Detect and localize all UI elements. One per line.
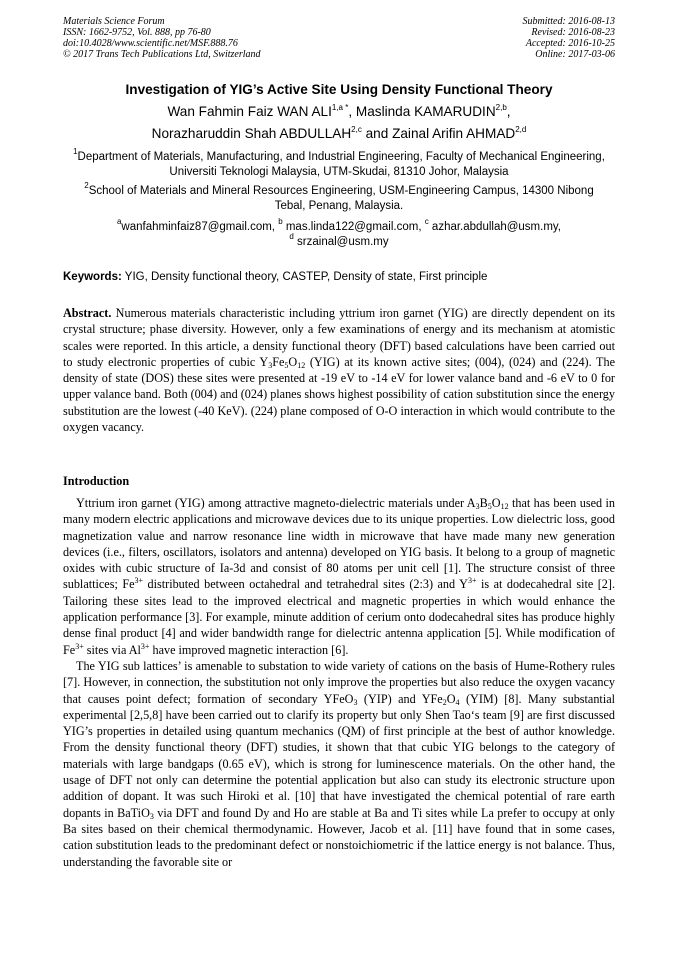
author-name: Maslinda KAMARUDIN [355,104,496,119]
email-mark: d [289,232,294,241]
paragraph [63,658,615,870]
section-heading: Introduction [63,474,130,488]
subscript: 5 [487,502,492,511]
submitted-date: Submitted: 2016-08-13 [522,16,615,27]
email-mark: c [424,217,429,226]
superscript: 3+ [140,641,150,651]
subscript: 3 [268,360,273,370]
affiliation-mark: 2 [84,181,89,190]
author-separator: , [348,104,356,119]
abstract-text: O [288,354,298,369]
paragraph-text: distributed between octahedral and tetrahedral sites (2:3) and Y [143,577,468,592]
paragraph-text: sites via Al [83,642,141,657]
subscript: 12 [297,360,306,370]
author-affiliation-mark: 2,c [351,125,362,134]
issn-line: ISSN: 1662-9752, Vol. 888, pp 76-80 [63,27,211,38]
publication-dates [523,16,616,60]
paragraph-text: is at dodecahedral site [2]. Tailoring these sites lead to the improved electrical and magnetic properties in which would enhance the application performance [3]. For example, minute addition of cerium onto dodecahedral sites has produce highly dense final product [4] and wider bandwidth range for dielectric antenna application [5]. While modification of Fe [63,577,615,657]
author-emails [72,217,606,250]
email-address: wanfahminfaiz87@gmail.com, [121,221,279,233]
paragraph-text: (YIM) [8]. Many substantial experimental [2,5,8] have been carried out to clarify its property but only Shen Tao‘s team [9] are first discussed YIG’s properties in detailed using quantum mechanics (QM) of first principle at the best of author knowledge. From the density functional theory (DFT) studies, it shown that that cubic YIG belongs to the category of materials with large bandgaps (0.65 eV), which is strong for luminescence materials. On the other hand, the usage of DFT not only can determine the potential application but also can study its electronic structure upon addition of dopant. It was such Hiroki et al. [10] that have investigated the chemical potential of rare earth dopants in BaTiO [63,691,615,820]
paragraph-text: that has been used in many modern electric applications and microwave devices due to its unique properties. Low dielectric loss, good magnetization value and narrow resonance line width in microwave that have made many new generation devices (i.e., filters, oscillators, isolators and antenna) developed on YIG basis. It belong to a group of magnetic oxides with cubic structure of Ia-3d and consist of 80 atoms per unit cell [1]. The structure consist of three sublattices; Fe [63,496,615,592]
paragraph-text: (YIP) and YFe [357,691,443,706]
keywords [63,270,615,285]
subscript: 2 [442,697,447,707]
author-name: Norazharuddin Shah ABDULLAH [151,126,352,141]
superscript: 3+ [134,576,144,586]
subscript: 3 [475,502,480,511]
keywords-label: Keywords: [63,271,122,283]
subscript: 12 [500,502,509,511]
abstract-text: Fe [272,354,285,369]
paragraph [63,495,615,658]
journal-name: Materials Science Forum [63,16,165,27]
accepted-date: Accepted: 2016-10-25 [525,38,615,49]
abstract-text: (YIG) at its known active sites; (004), (024) and (224). The density of state (DOS) these sites were presented at -19 eV to -14 eV for lower valance band and -6 eV to 0 for upper valance band. Both (004) and (024) planes shows highest possibility of cation substitution since the energy substitution are the lowest (-40 KeV). (224) plane composed of O-O interaction in which would contribute to the oxygen vacancy. [63,354,615,435]
paragraph-text: O [446,691,456,706]
author-separator: , [506,104,511,119]
superscript: 3+ [467,576,477,586]
abstract [63,305,615,435]
abstract-text: Numerous materials characteristic including yttrium iron garnet (YIG) are directly dependent on its crystal structure; phase diversity. However, only a few examinations of energy and its mechanism at atomistic scales were reported. In this article, a density functional theory (DFT) based calculations have been carried out to study electronic properties of cubic Y [63,306,615,369]
revised-date: Revised: 2016-08-23 [531,27,615,38]
paper-title: Investigation of YIG’s Active Site Using Density Functional Theory [125,82,553,97]
paragraph-text: B [479,496,488,510]
author-list [40,101,638,145]
doi-line: doi:10.4028/www.scientific.net/MSF.888.76 [63,38,238,49]
email-address: mas.linda122@gmail.com, [282,221,425,233]
subscript: 3 [149,811,154,821]
journal-info [63,16,261,60]
superscript: 3+ [75,641,84,651]
affiliation-mark: 1 [73,147,78,156]
author-separator: and [361,126,393,141]
author-affiliation-mark: 1,a * [331,103,349,112]
subscript: 3 [353,697,358,707]
affiliation-2 [72,181,606,214]
affiliation-text: School of Materials and Mineral Resources Engineering, USM-Engineering Campus, 14300 Nibong Tebal, Penang, Malaysia. [88,185,594,212]
author-affiliation-mark: 2,d [515,125,527,134]
email-mark: a [116,217,122,226]
email-address: srzainal@usm.my [293,236,389,248]
subscript: 5 [284,360,289,370]
email-mark: b [278,217,283,226]
copyright-line: © 2017 Trans Tech Publications Ltd, Switzerland [63,49,261,60]
author-name: Zainal Arifin AHMAD [392,126,516,141]
affiliation-1 [72,147,606,180]
paragraph-text: The YIG sub lattices’ is amenable to substation to wide variety of cations on the basis of Hume-Rothery rules [7]. However, in connection, the substitution not only improve the properties but also reduce the oxygen vacancy that causes point defect; formation of secondary YFeO [63,658,615,706]
keywords-text: YIG, Density functional theory, CASTEP, Density of state, First principle [121,271,488,283]
introduction-section [63,495,615,870]
paragraph-text: O [491,496,501,510]
online-date: Online: 2017-03-06 [535,49,615,60]
paragraph-text: Yttrium iron garnet (YIG) among attractive magneto-dielectric materials under A [76,496,476,510]
paragraph-text: have improved magnetic interaction [6]. [149,642,349,657]
affiliation-text: Department of Materials, Manufacturing, and Industrial Engineering, Faculty of Mechanical Engineering, Universiti Teknologi Malaysia, UTM-Skudai, 81310 Johor, Malaysia [77,151,605,178]
author-name: Wan Fahmin Faiz WAN ALI [167,104,332,119]
email-address: azhar.abdullah@usm.my, [428,221,562,233]
paragraph-text: via DFT and found Dy and Ho are stable at Ba and Ti sites while La prefer to occupy at only Ba sites based on their chemical thermodynamic. However, Jacob et al. [11] have found that in some cases, cation substitution leads to the predominant defect or nonstoichiometric if the lattice energy is not balance. Thus, understanding the favorable site or [63,805,615,869]
author-affiliation-mark: 2,b [495,103,507,112]
abstract-label: Abstract. [63,306,112,320]
subscript: 4 [455,697,460,707]
